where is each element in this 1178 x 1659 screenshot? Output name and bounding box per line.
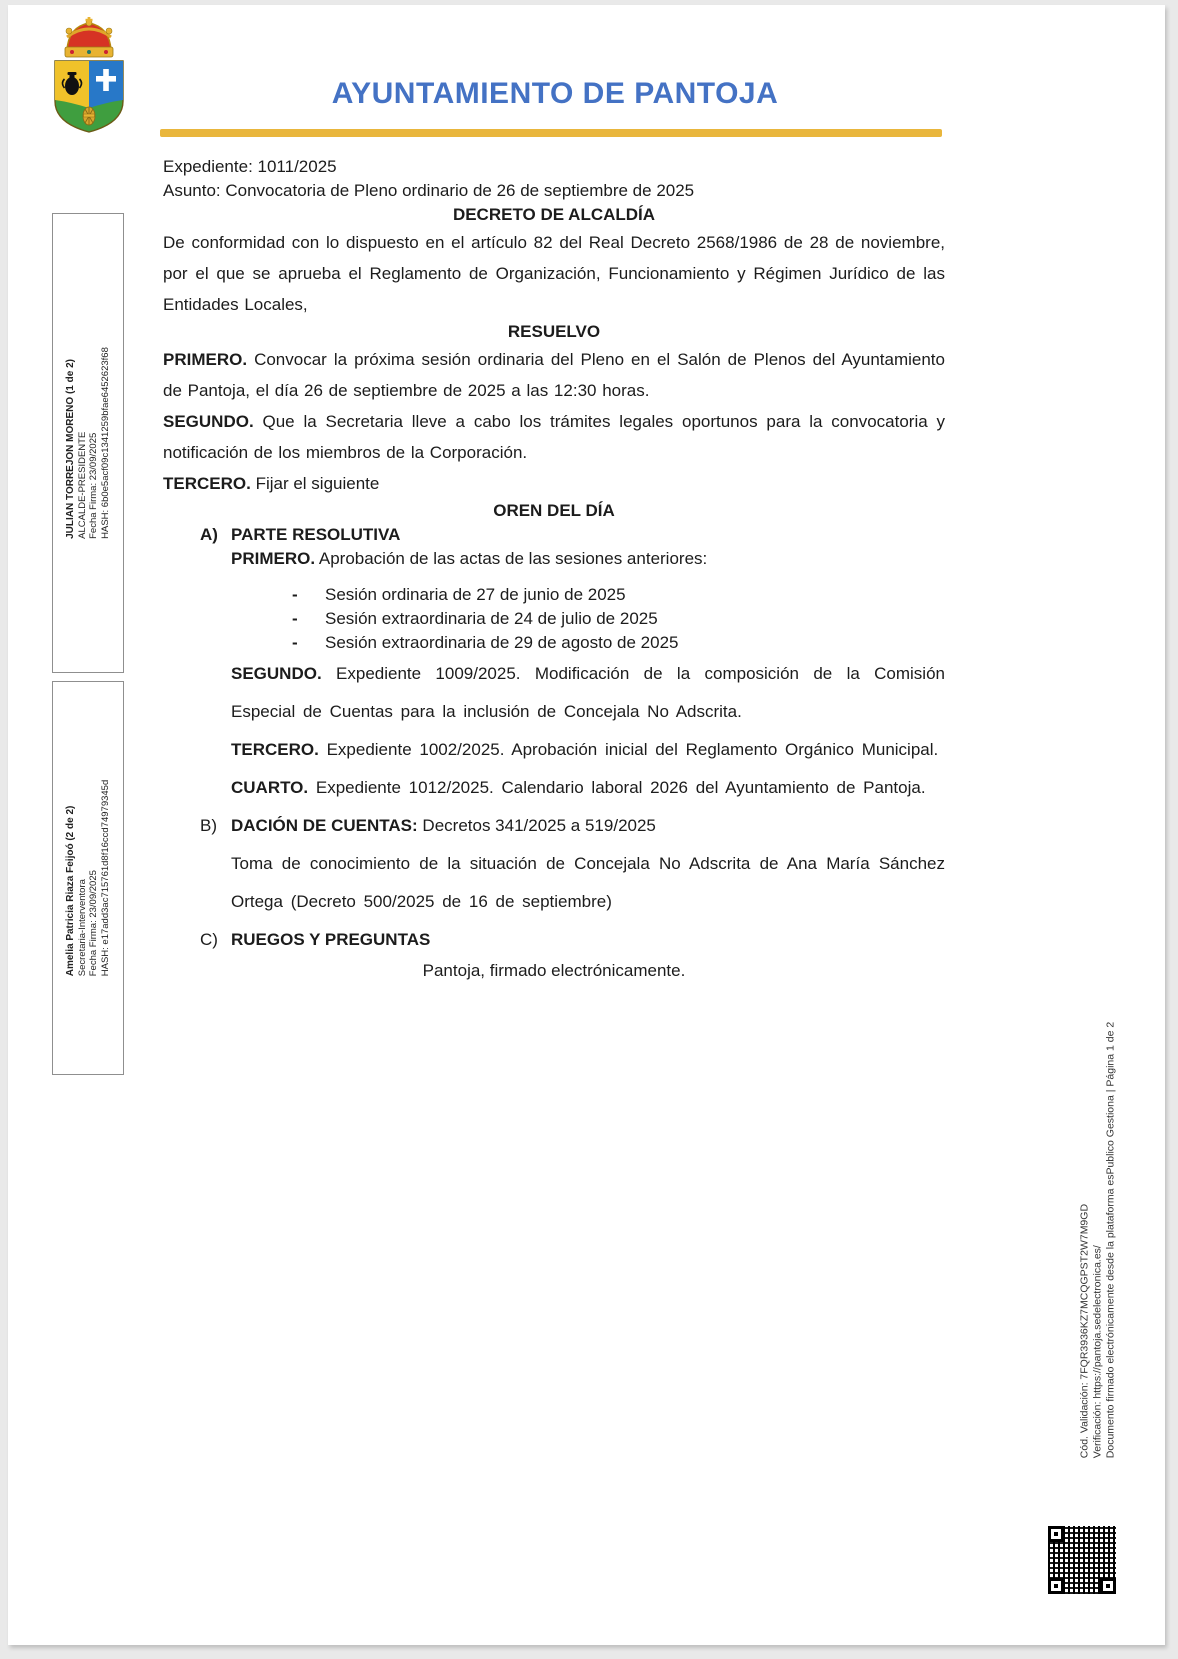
section-letter: A) bbox=[200, 525, 218, 544]
entry-text: Expediente 1012/2025. Calendario laboral 2026 del Ayuntamiento de Pantoja. bbox=[315, 778, 926, 797]
bullet-text: Sesión ordinaria de 27 de junio de 2025 bbox=[325, 585, 626, 604]
section-title: RUEGOS Y PREGUNTAS bbox=[231, 930, 431, 949]
decree-intro: De conformidad con lo dispuesto en el artículo 82 del Real Decreto 2568/1986 de 28 de noviembre, por el que se aprueba el Reglamento de Organización, Funcionamiento y Régimen Jurídico de las Entidades Locales, bbox=[163, 233, 945, 314]
bullet-text: Sesión extraordinaria de 29 de agosto de 2025 bbox=[325, 633, 679, 652]
agenda-b-detail: Toma de conocimiento de la situación de Concejala No Adscrita de Ana María Sánchez Ortega (Decreto 500/2025 de 16 de septiembre) bbox=[231, 854, 945, 911]
section-title: DACIÓN DE CUENTAS: bbox=[231, 816, 418, 835]
signature-text bbox=[65, 780, 111, 977]
validation-platform: Documento firmado electrónicamente desde la plataforma esPublico Gestiona | Página 1 de 2 bbox=[1104, 1021, 1117, 1459]
bullet-dash: - bbox=[292, 585, 298, 604]
qr-code-icon bbox=[1048, 1526, 1116, 1594]
title-underline bbox=[160, 129, 942, 137]
decree-heading: DECRETO DE ALCALDÍA bbox=[452, 205, 656, 224]
qr-finder-square bbox=[1048, 1526, 1064, 1542]
section-letter: C) bbox=[200, 930, 218, 949]
orden-del-dia-heading: OREN DEL DÍA bbox=[493, 501, 615, 520]
signature-text bbox=[65, 347, 111, 539]
resolution-tercero bbox=[163, 468, 945, 499]
resolution-text: Fijar el siguiente bbox=[255, 474, 380, 493]
agenda-a-segundo bbox=[163, 655, 945, 731]
resolution-segundo bbox=[163, 406, 945, 468]
list-item bbox=[163, 607, 945, 631]
entry-text: Expediente 1002/2025. Aprobación inicial del Reglamento Orgánico Municipal. bbox=[326, 740, 939, 759]
list-item bbox=[163, 583, 945, 607]
bullet-dash: - bbox=[292, 609, 298, 628]
expediente-line: Expediente: 1011/2025 bbox=[163, 157, 337, 176]
agenda-a-cuarto bbox=[163, 769, 945, 807]
entry-text: Expediente 1009/2025. Modificación de la composición de la Comisión Especial de Cuentas para la inclusión de Concejala No Adscrita. bbox=[231, 664, 945, 721]
section-title: PARTE RESOLUTIVA bbox=[231, 525, 401, 544]
entry-lead: SEGUNDO. bbox=[231, 664, 322, 683]
qr-finder-square bbox=[1100, 1578, 1116, 1594]
closing-line: Pantoja, firmado electrónicamente. bbox=[422, 961, 686, 980]
signature-hash: HASH: 6b0e5acf09c1341259bfae6452623f68 bbox=[99, 347, 111, 539]
document-body bbox=[163, 155, 945, 983]
signature-block-2 bbox=[52, 681, 124, 1075]
bullet-dash: - bbox=[292, 633, 298, 652]
resolution-lead: SEGUNDO. bbox=[163, 412, 254, 431]
session-bullet-list bbox=[163, 583, 945, 655]
resolution-primero bbox=[163, 344, 945, 406]
asunto-line: Asunto: Convocatoria de Pleno ordinario de 26 de septiembre de 2025 bbox=[163, 181, 695, 200]
entry-lead: PRIMERO. bbox=[231, 549, 316, 568]
entry-lead: TERCERO. bbox=[231, 740, 319, 759]
document-page bbox=[8, 5, 1165, 1645]
signature-block-1 bbox=[52, 213, 124, 673]
resolution-text: Convocar la próxima sesión ordinaria del Pleno en el Salón de Plenos del Ayuntamiento de Pantoja, el día 26 de septiembre de 2025 a las 12:30 horas. bbox=[163, 350, 945, 400]
resuelvo-heading: RESUELVO bbox=[507, 322, 601, 341]
resolution-text: Que la Secretaria lleve a cabo los trámites legales oportunos para la convocatoria y notificación de los miembros de la Corporación. bbox=[163, 412, 945, 462]
agenda-section-b bbox=[163, 807, 945, 845]
section-letter: B) bbox=[200, 816, 217, 835]
signer-name: JULIAN TORREJON MORENO (1 de 2) bbox=[65, 359, 76, 539]
signature-date: Fecha Firma: 23/09/2025 bbox=[88, 870, 99, 977]
qr-finder-square bbox=[1048, 1578, 1064, 1594]
list-item bbox=[163, 631, 945, 655]
bullet-text: Sesión extraordinaria de 24 de julio de 2025 bbox=[325, 609, 658, 628]
entry-lead: CUARTO. bbox=[231, 778, 309, 797]
signature-hash: HASH: e17add3ac715761d8f16ccd74979345d bbox=[99, 779, 111, 977]
page-title: AYUNTAMIENTO DE PANTOJA bbox=[331, 77, 779, 110]
agenda-section-c bbox=[163, 921, 945, 959]
validation-text bbox=[1079, 1022, 1118, 1458]
resolution-lead: TERCERO. bbox=[163, 474, 251, 493]
signature-date: Fecha Firma: 23/09/2025 bbox=[88, 432, 99, 539]
agenda-section-a bbox=[163, 523, 945, 547]
validation-code: Cód. Validación: 7FQR3936KZ7MCQGPST2W7M9GD bbox=[1078, 1203, 1091, 1459]
agenda-a-tercero bbox=[163, 731, 945, 769]
validation-url: Verificación: https://pantoja.sedelectronica.es/ bbox=[1091, 1245, 1104, 1459]
signer-role: ALCALDE-PRESIDENTE bbox=[76, 431, 88, 539]
signer-name: Amelia Patricia Riaza Feijoó (2 de 2) bbox=[65, 805, 76, 977]
coat-of-arms-icon bbox=[52, 17, 126, 133]
entry-text: Aprobación de las actas de las sesiones anteriores: bbox=[318, 549, 708, 568]
validation-sidebar bbox=[1078, 957, 1118, 1523]
section-text: Decretos 341/2025 a 519/2025 bbox=[422, 816, 656, 835]
signer-role: Secretaria-Interventora bbox=[76, 879, 88, 977]
agenda-a-primero bbox=[163, 547, 945, 571]
resolution-lead: PRIMERO. bbox=[163, 350, 248, 369]
